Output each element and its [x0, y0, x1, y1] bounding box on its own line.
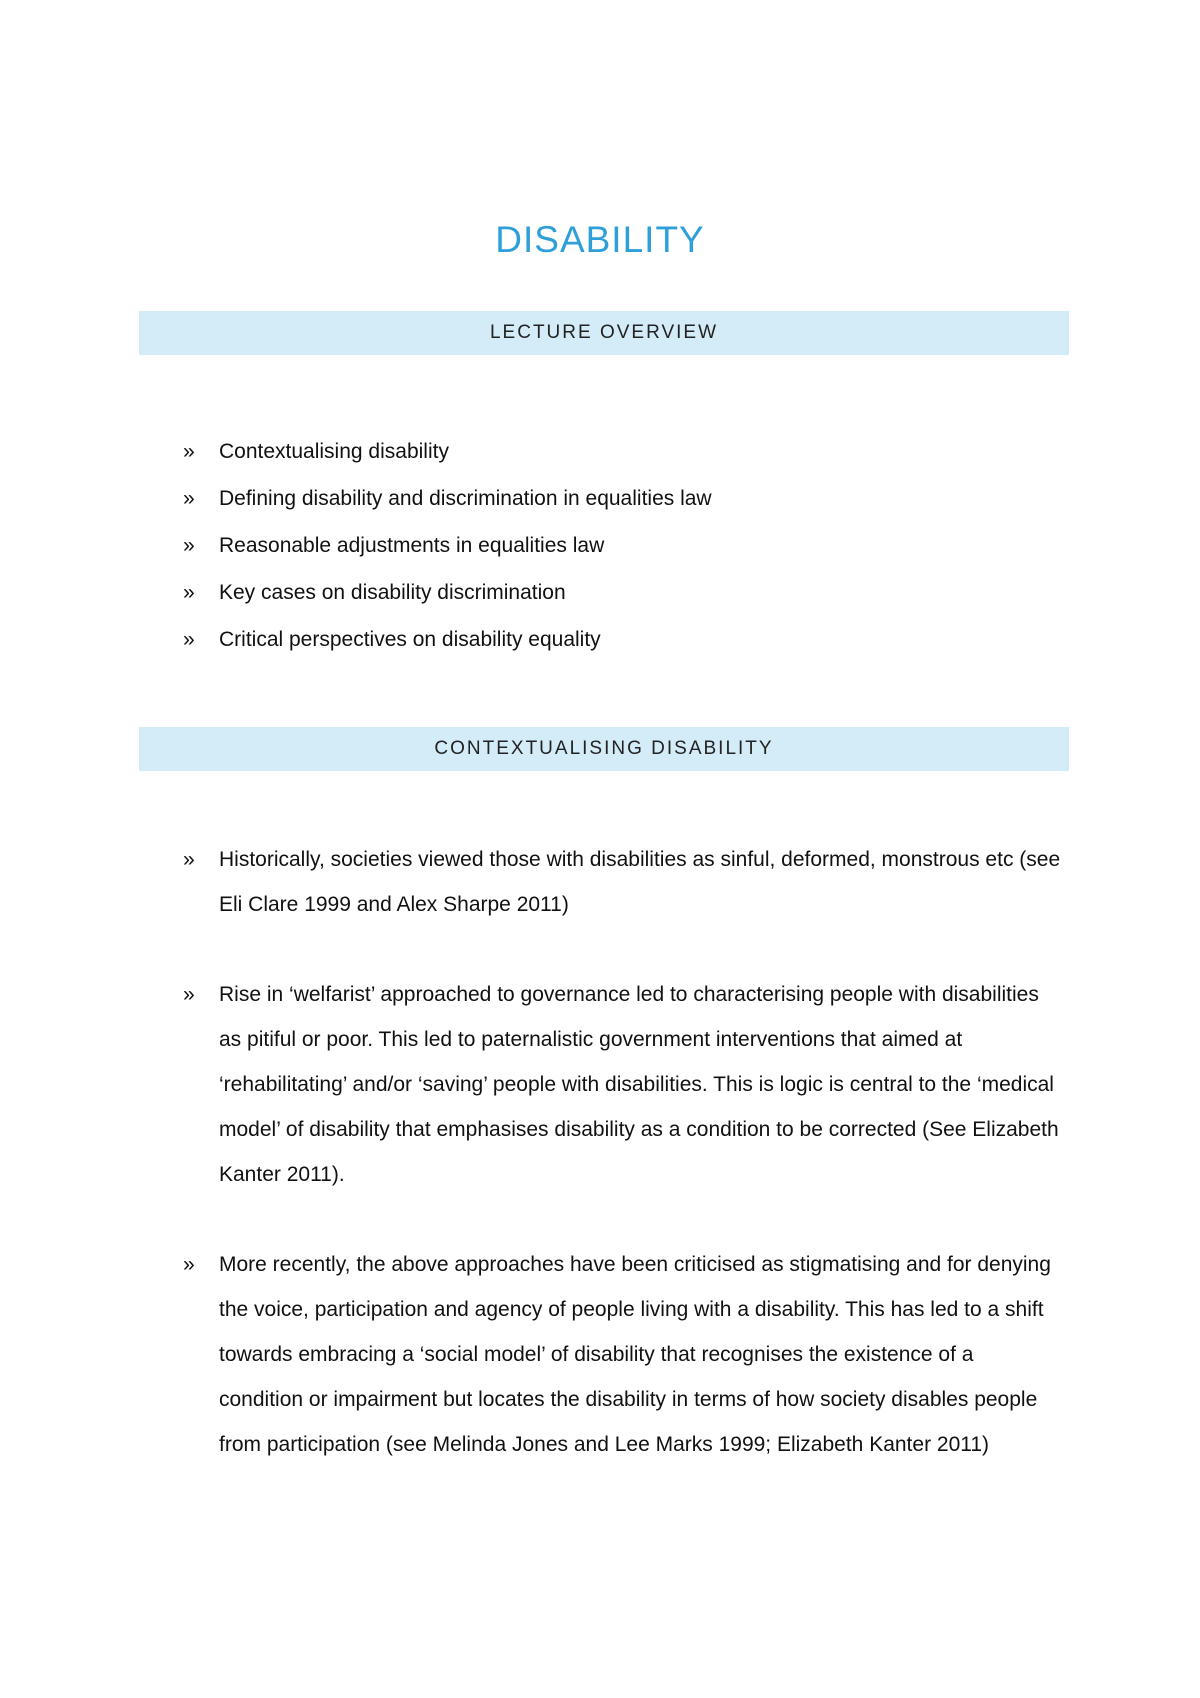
list-item-text: Critical perspectives on disability equality	[219, 628, 601, 651]
list-item	[183, 972, 1063, 1197]
bullet-marker-icon: »	[183, 440, 195, 463]
bullet-marker-icon: »	[183, 1253, 195, 1276]
section-heading-contextualising-disability: CONTEXTUALISING DISABILITY	[139, 727, 1069, 771]
bullet-marker-icon: »	[183, 983, 195, 1006]
bullet-marker-icon: »	[183, 581, 195, 604]
list-item-text: Defining disability and discrimination in equalities law	[219, 487, 712, 510]
list-item	[183, 475, 1063, 522]
bullet-marker-icon: »	[183, 487, 195, 510]
list-item	[183, 522, 1063, 569]
list-item	[183, 1242, 1063, 1467]
list-item-text: More recently, the above approaches have been criticised as stigmatising and for denying the voice, participation and agency of people living with a disability. This has led to a shift towards embracing a ‘social model’ of disability that recognises the existence of a condition or impairment but locates the disability in terms of how society disables people from participation (see Melinda Jones and Lee Marks 1999; Elizabeth Kanter 2011)	[219, 1253, 1051, 1456]
list-item	[183, 428, 1063, 475]
page-title: DISABILITY	[495, 219, 705, 260]
list-item-text: Contextualising disability	[219, 440, 449, 463]
section-heading-lecture-overview: LECTURE OVERVIEW	[139, 311, 1069, 355]
contextualising-disability-list	[183, 837, 1063, 1512]
bullet-marker-icon: »	[183, 848, 195, 871]
list-item-text: Rise in ‘welfarist’ approached to governance led to characterising people with disabilities as pitiful or poor. This led to paternalistic government interventions that aimed at ‘rehabilitating’ and/or ‘saving’ people with disabilities. This is logic is central to the ‘medical model’ of disability that emphasises disability as a condition to be corrected (See Elizabeth Kanter 2011).	[219, 983, 1059, 1186]
lecture-overview-list	[183, 428, 1063, 663]
bullet-marker-icon: »	[183, 534, 195, 557]
list-item	[183, 616, 1063, 663]
bullet-marker-icon: »	[183, 628, 195, 651]
list-item-text: Historically, societies viewed those with disabilities as sinful, deformed, monstrous etc (see Eli Clare 1999 and Alex Sharpe 2011)	[219, 848, 1061, 916]
list-item	[183, 837, 1063, 927]
list-item-text: Reasonable adjustments in equalities law	[219, 534, 605, 557]
list-item-text: Key cases on disability discrimination	[219, 581, 566, 604]
list-item	[183, 569, 1063, 616]
